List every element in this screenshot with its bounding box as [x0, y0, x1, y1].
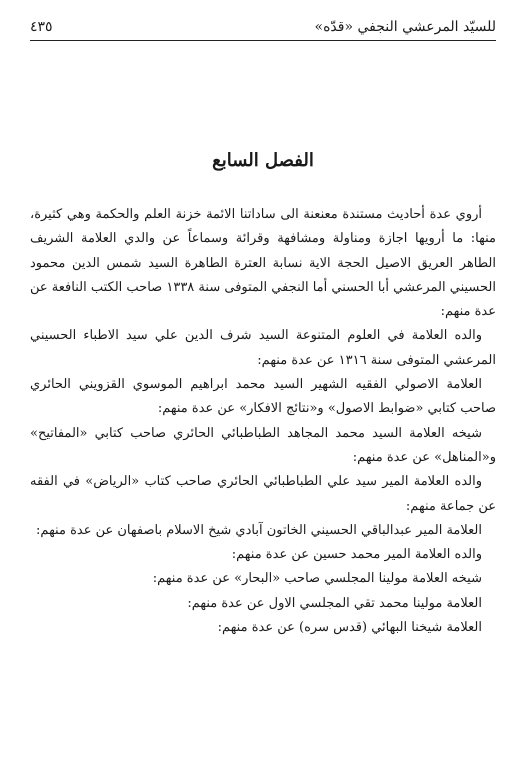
- paragraph-intro: أروي عدة أحاديث مستندة معنعنة الى ساداتنا الائمة خزنة العلم والحكمة وهي كثيرة، منها: ما أرويها اجازة ومناولة ومشافهة وقرائة وسماعاً عن والدي العلامة الشريف الطاهر العريق الاصيل الحجة الاية نسابة العترة الطاهرة السيد شمس الدين محمود الحسيني المرعشي أبا الحسني أما النجفي المتوفى سنة ١٣٣٨ صاحب الكتب النافعة عن عدة منهم:: [30, 207, 496, 320]
- header-rule: [30, 40, 496, 41]
- running-header: [30, 16, 496, 38]
- paragraph-chain-7: شيخه العلامة مولينا المجلسي صاحب «البحار» عن عدة منهم:: [152, 571, 482, 587]
- chapter-title: الفصل السابع: [212, 150, 314, 171]
- page-number: ٤٣٥: [30, 19, 53, 35]
- paragraph-chain-4: والده العلامة المير سيد علي الطباطبائي الحائري صاحب كتاب «الرياض» في الفقه عن جماعة منهم:: [30, 474, 496, 514]
- paragraph-chain-9: العلامة شيخنا البهائي (قدس سره) عن عدة منهم:: [217, 620, 482, 636]
- paragraph-chain-5: العلامة المير عبدالباقي الحسيني الخاتون آبادي شيخ الاسلام باصفهان عن عدة منهم:: [36, 522, 482, 538]
- running-title: للسيّد المرعشي النجفي «قدّه»: [314, 19, 496, 35]
- paragraph-chain-8: العلامة مولينا محمد تقي المجلسي الاول عن عدة منهم:: [187, 595, 482, 611]
- body-text: [30, 203, 496, 640]
- paragraph-chain-2: العلامة الاصولي الفقيه الشهير السيد محمد ابراهيم الموسوي القزويني الحائري صاحب كتابي «ضوابط الاصول» و«نتائج الافكار» عن عدة منهم:: [30, 377, 496, 417]
- paragraph-chain-1: والده العلامة في العلوم المتنوعة السيد شرف الدين علي سيد الاطباء الحسيني المرعشي المتوفى سنة ١٣١٦ عن عدة منهم:: [30, 328, 496, 368]
- paragraph-chain-6: والده العلامة المير محمد حسين عن عدة منهم:: [231, 547, 482, 563]
- paragraph-chain-3: شيخه العلامة السيد محمد المجاهد الطباطبائي الحائري صاحب كتابي «المفاتيح» و«المناهل» عن عدة منهم:: [30, 425, 496, 465]
